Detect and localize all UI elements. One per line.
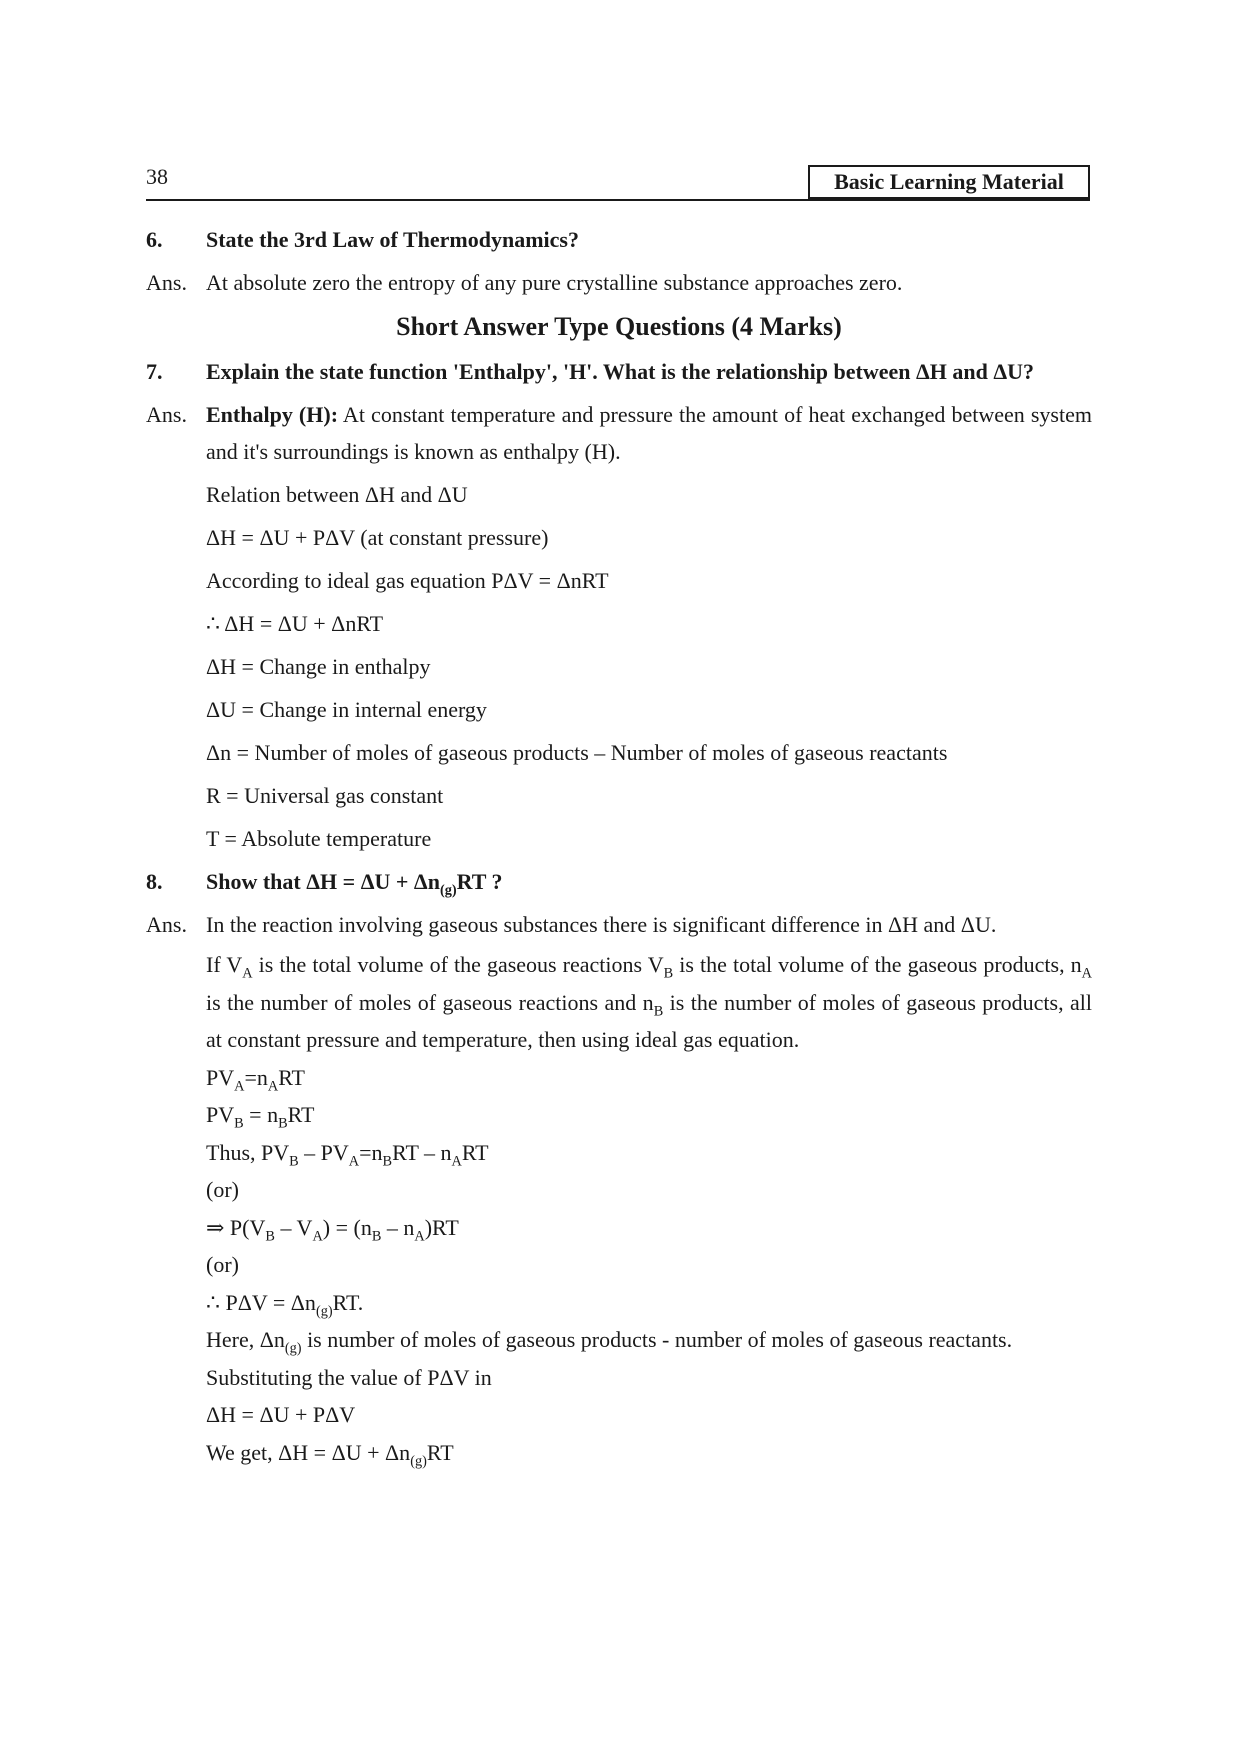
question-text: Show that $\Delta H = \Delta U + \Delta n_{(g)}RT$ ? xyxy=(206,869,503,899)
answer-line: ΔH = Change in enthalpy xyxy=(206,654,431,679)
equation-line: $PV_B = n_BRT$ xyxy=(206,1102,315,1132)
or-line: (or) xyxy=(206,1252,239,1277)
running-header: Basic Learning Material xyxy=(808,165,1090,199)
answer-6 xyxy=(146,261,1092,304)
equation-line: Thus, $PV_B - PV_A=n_BRT - n_ART$ xyxy=(206,1139,489,1169)
question-text: State the 3rd Law of Thermodynamics? xyxy=(206,227,579,252)
question-6 xyxy=(146,218,1092,261)
answer-line: R = Universal gas constant xyxy=(206,783,444,808)
equation-line: We get, $\Delta H = \Delta U + \Delta n_{(g)}RT$ xyxy=(206,1439,454,1469)
answer-line: According to ideal gas equation PΔV = ΔnRT xyxy=(206,568,609,593)
answer-paragraph: If $V_A$ is the total volume of the gaseous reactions $V_B$ is the total volume of the gaseous products, $n_A$ is the number of moles of gaseous reactions and $n_B$ is the number of moles of gaseous products, all at constant pressure and temperature, then using ideal gas equation. xyxy=(206,952,1092,1052)
answer-8 xyxy=(146,903,1092,946)
answer-line: ∴ ΔH = ΔU + ΔnRT xyxy=(206,611,384,636)
page-number: 38 xyxy=(146,164,168,189)
page-content xyxy=(146,218,1092,1471)
question-text: Explain the state function 'Enthalpy', 'H'. What is the relationship between ΔH and ΔU? xyxy=(206,359,1035,384)
question-8 xyxy=(146,860,1092,903)
answer-line: Substituting the value of PΔV in xyxy=(206,1364,492,1390)
definition-text: At constant temperature and pressure the amount of heat exchanged between system and it's surroundings is known as enthalpy (H). xyxy=(206,402,1092,464)
answer-text xyxy=(206,396,1092,470)
or-line: (or) xyxy=(206,1177,239,1202)
equation-line: ΔH = ΔU + PΔV xyxy=(206,1402,356,1427)
answer-label: Ans. xyxy=(146,912,187,937)
answer-line: ΔH = ΔU + PΔV (at constant pressure) xyxy=(206,525,549,550)
equation-line: ⇒ $P(V_B - V_A) = (n_B - n_A)RT$ xyxy=(206,1214,459,1244)
section-title: Short Answer Type Questions (4 Marks) xyxy=(396,312,842,341)
answer-line: ΔU = Change in internal energy xyxy=(206,697,487,722)
answer-text: At absolute zero the entropy of any pure crystalline substance approaches zero. xyxy=(206,270,903,295)
question-7 xyxy=(146,350,1092,393)
question-number: 7. xyxy=(146,359,163,384)
equation-line: $PV_A=n_ART$ xyxy=(206,1064,305,1094)
question-number: 8. xyxy=(146,869,163,894)
answer-line: T = Absolute temperature xyxy=(206,826,432,851)
answer-label: Ans. xyxy=(146,270,187,295)
answer-intro: In the reaction involving gaseous substances there is significant difference in ΔH and ΔU. xyxy=(206,912,997,937)
answer-line: Here, $\Delta n_{(g)}$ is number of moles of gaseous products - number of moles of gaseous reactants. xyxy=(206,1327,1013,1357)
answer-line: Δn = Number of moles of gaseous products – Number of moles of gaseous reactants xyxy=(206,740,948,765)
question-number: 6. xyxy=(146,227,163,252)
answer-label: Ans. xyxy=(146,402,187,427)
header-rule xyxy=(146,199,1090,201)
equation-line: ∴ $P\Delta V = \Delta n_{(g)}RT$. xyxy=(206,1289,364,1319)
answer-line: Relation between ΔH and ΔU xyxy=(206,482,468,507)
answer-7 xyxy=(146,393,1092,473)
term-enthalpy: Enthalpy (H): xyxy=(206,402,339,427)
